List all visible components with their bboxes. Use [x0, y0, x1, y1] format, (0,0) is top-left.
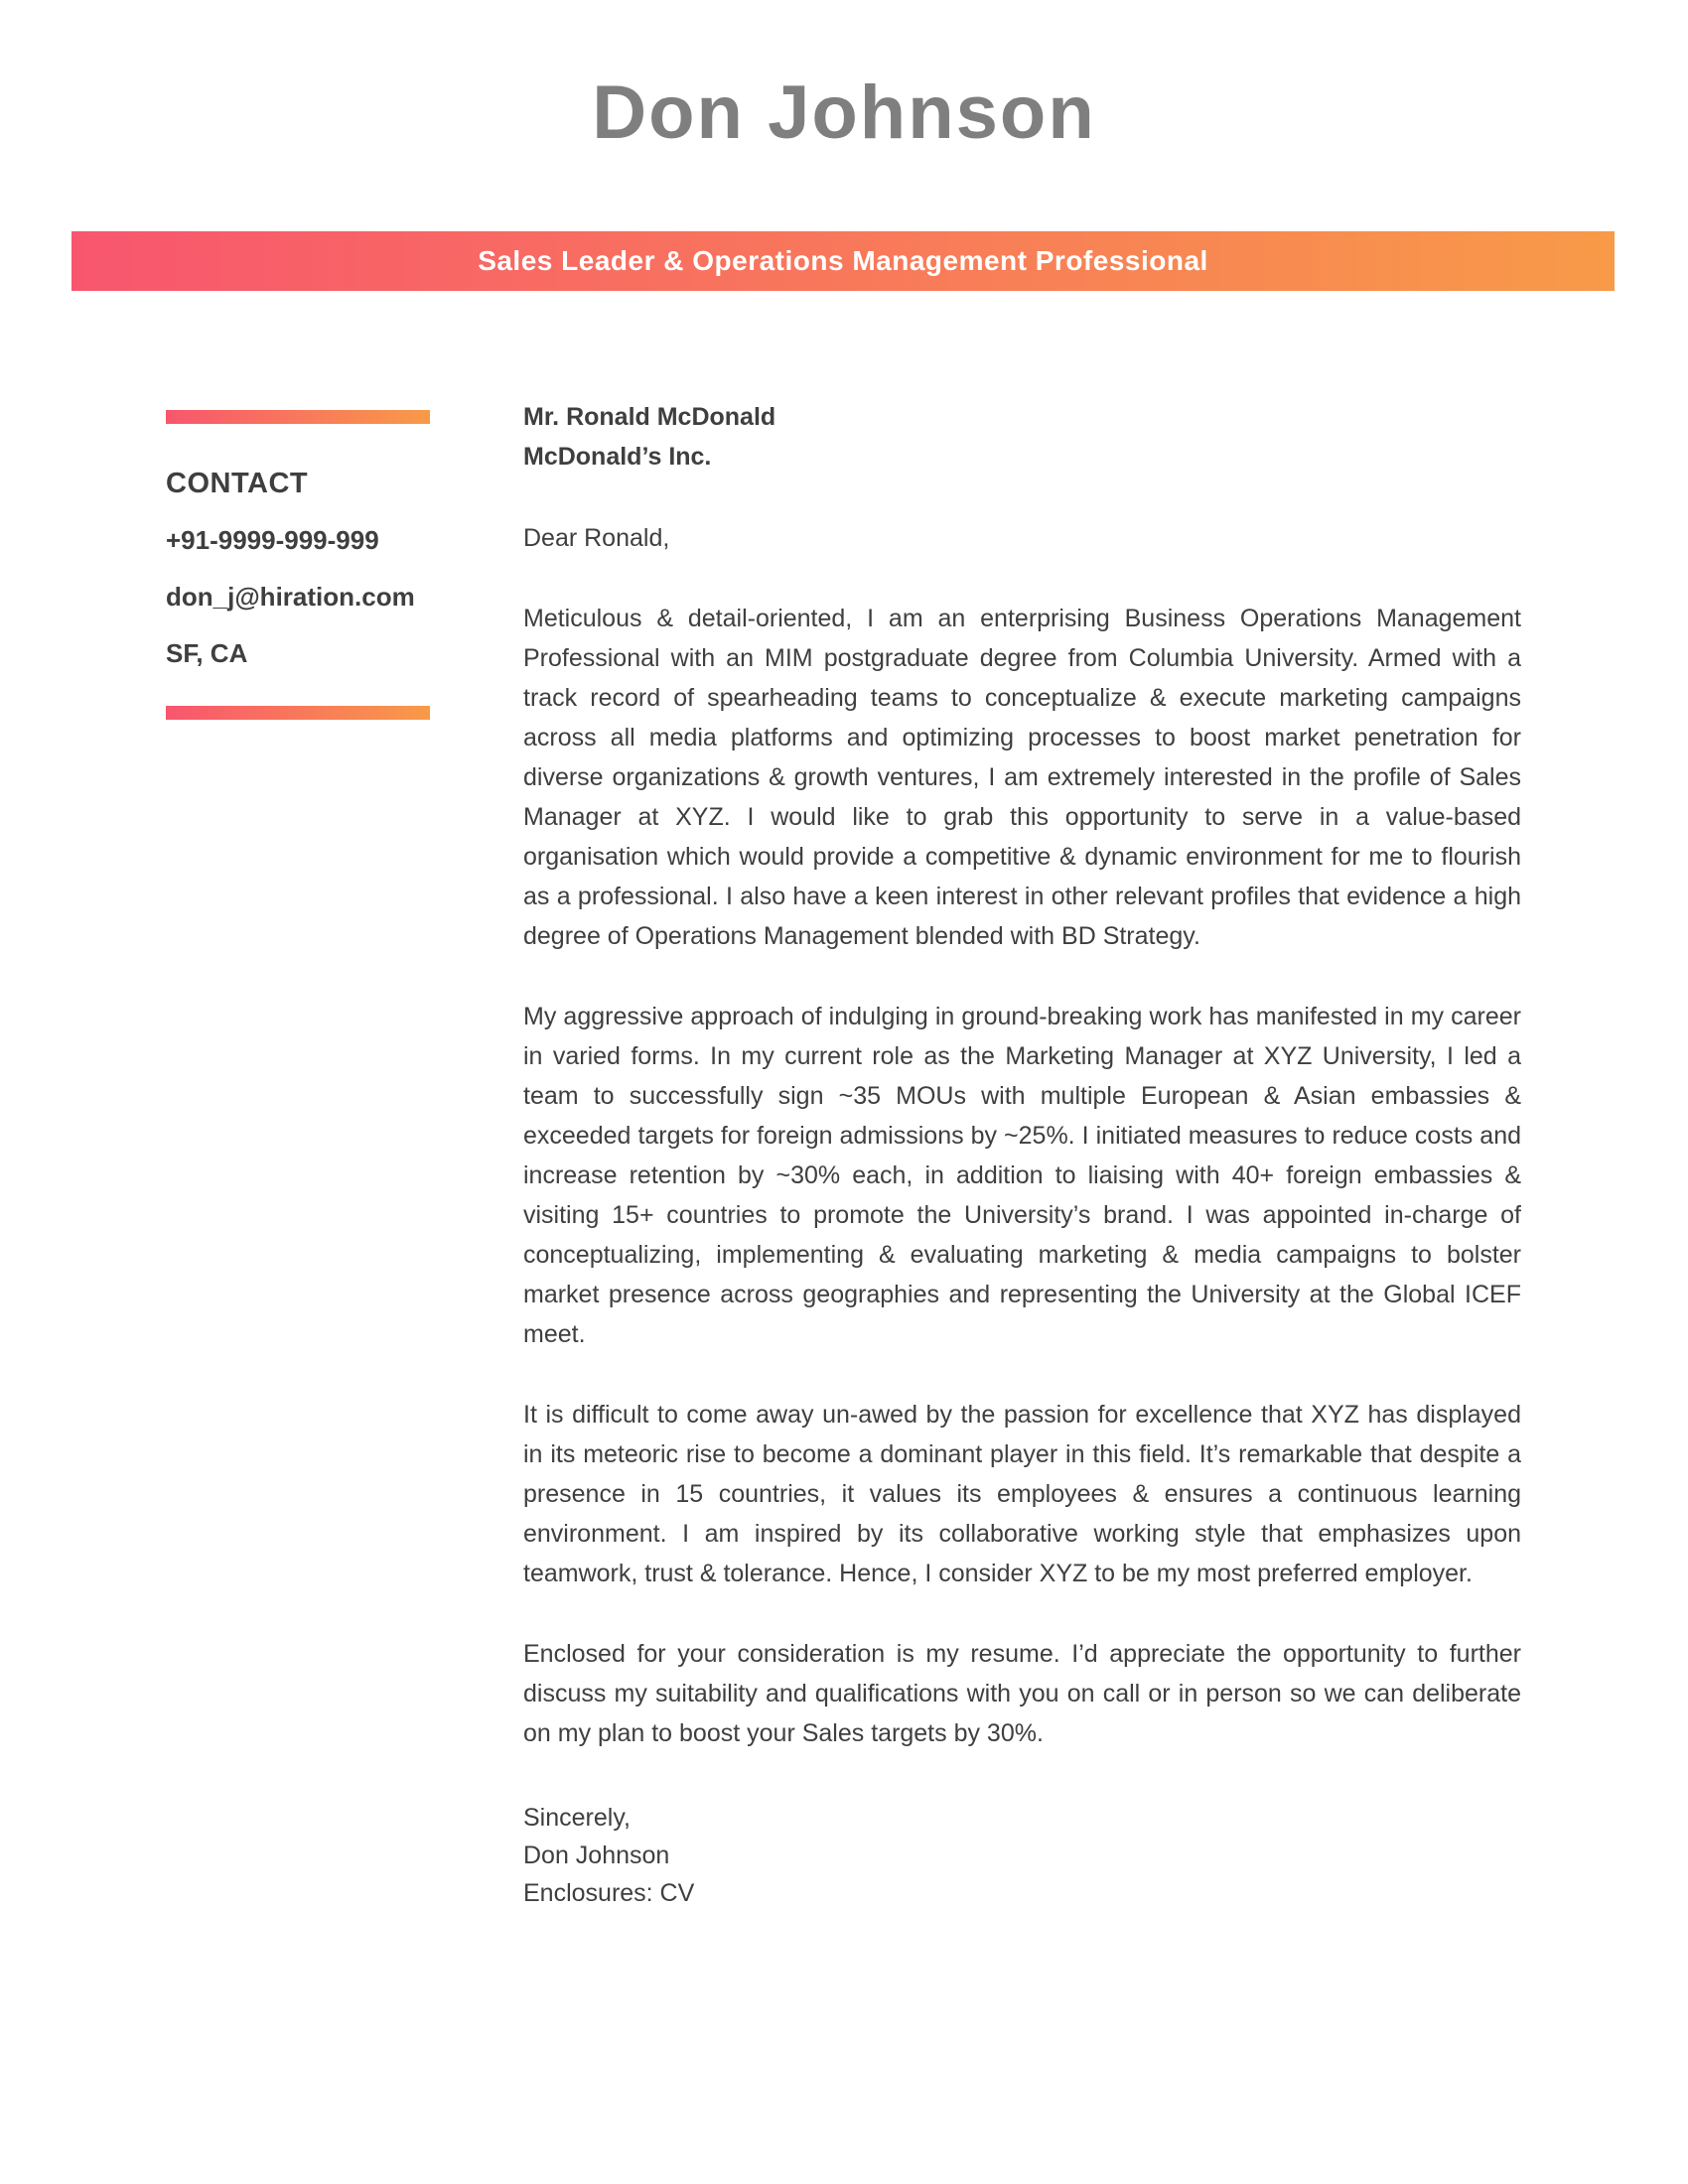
recipient-company: McDonald’s Inc.: [523, 443, 712, 471]
letter-paragraph-4: Enclosed for your consideration is my resume. I’d appreciate the opportunity to further discuss my suitability and qualifications with you on call or in person so we can deliberate on my plan to boost your Sales targets by 30%.: [523, 1640, 1521, 1747]
page-title: Don Johnson: [592, 70, 1096, 155]
sidebar-top-accent-bar: [166, 410, 430, 424]
recipient-name: Mr. Ronald McDonald: [523, 403, 776, 431]
closing-salutation: Sincerely,: [523, 1804, 631, 1832]
contact-location: SF, CA: [166, 638, 248, 668]
sidebar-bottom-accent-bar: [166, 706, 430, 720]
letter-paragraph-1: Meticulous & detail-oriented, I am an enterprising Business Operations Management Professional with an MIM postgraduate degree from Columbia University. Armed with a track record of spearheading teams to conceptualize & execute marketing campaigns across all media platforms and optimizing processes to boost market penetration for diverse organizations & growth ventures, I am extremely interested in the profile of Sales Manager at XYZ. I would like to grab this opportunity to serve in a value-based organisation which would provide a competitive & dynamic environment for me to flourish as a professional. I also have a keen interest in other relevant profiles that evidence a high degree of Operations Management blended with BD Strategy.: [523, 605, 1521, 950]
letter-paragraph-2: My aggressive approach of indulging in ground-breaking work has manifested in my career in varied forms. In my current role as the Marketing Manager at XYZ University, I led a team to successfully sign ~35 MOUs with multiple European & Asian embassies & exceeded targets for foreign admissions by ~25%. I initiated measures to reduce costs and increase retention by ~30% each, in addition to liaising with 40+ foreign embassies & visiting 15+ countries to promote the University’s brand. I was appointed in-charge of conceptualizing, implementing & evaluating marketing & media campaigns to bolster market presence across geographies and representing the University at the Global ICEF meet.: [523, 1003, 1521, 1348]
contact-sidebar: [166, 410, 430, 720]
closing-block: [523, 1799, 1521, 1912]
letter-paragraph-3: It is difficult to come away un-awed by the passion for excellence that XYZ has displayed in its meteoric rise to become a dominant player in this field. It’s remarkable that despite a presence in 15 countries, it values its employees & ensures a continuous learning environment. I am inspired by its collaborative working style that emphasizes upon teamwork, trust & tolerance. Hence, I consider XYZ to be my most preferred employer.: [523, 1401, 1521, 1587]
letter-body: [523, 397, 1521, 1912]
salutation: Dear Ronald,: [523, 524, 670, 552]
contact-email: don_j@hiration.com: [166, 582, 415, 612]
signature-name: Don Johnson: [523, 1842, 670, 1869]
enclosures-note: Enclosures: CV: [523, 1879, 695, 1907]
headline-text: Sales Leader & Operations Management Professional: [478, 245, 1208, 276]
headline-banner: [71, 231, 1615, 291]
contact-phone: +91-9999-999-999: [166, 525, 379, 555]
contact-heading: CONTACT: [166, 468, 309, 499]
